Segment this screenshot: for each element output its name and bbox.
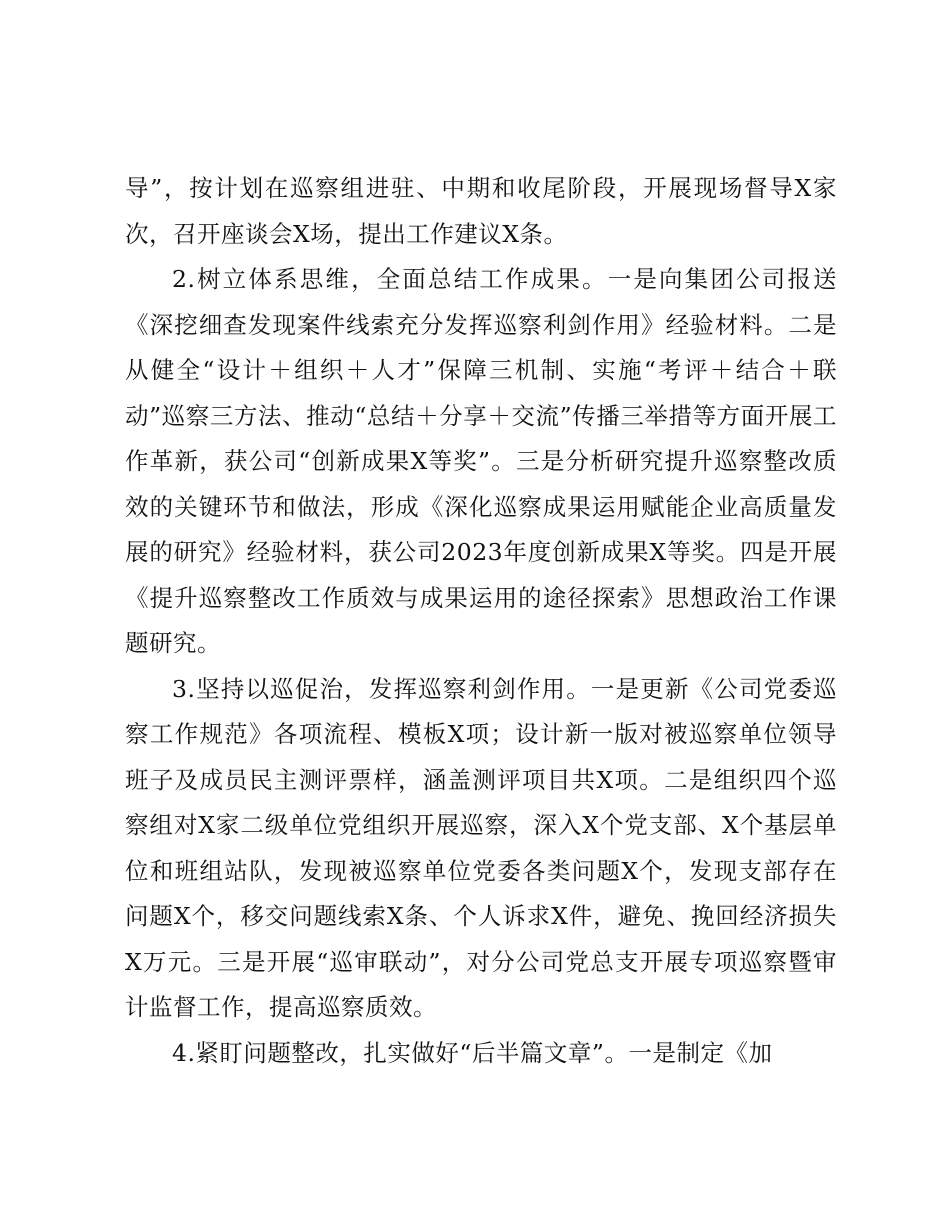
paragraph-item-2: 2.树立体系思维，全面总结工作成果。一是向集团公司报送《深挖细查发现案件线索充分发挥巡察利剑作用》经验材料。二是从健全“设计＋组织＋人才”保障三机制、实施“考评＋结合＋联动”巡察三方法、推动“总结＋分享＋交流”传播三举措等方面开展工作革新，获公司“创新成果X等奖”。三是分析研究提升巡察整改质效的关键环节和做法，形成《深化巡察成果运用赋能企业高质量发展的研究》经验材料，获公司2023年度创新成果X等奖。四是开展《提升巡察整改工作质效与成果运用的途径探索》思想政治工作课题研究。: [125, 265, 837, 657]
paragraph-item-3: 3.坚持以巡促治，发挥巡察利剑作用。一是更新《公司党委巡察工作规范》各项流程、模板X项；设计新一版对被巡察单位领导班子及成员民主测评票样，涵盖测评项目共X项。二是组织四个巡察组对X家二级单位党组织开展巡察，深入X个党支部、X个基层单位和班组站队，发现被巡察单位党委各类问题X个，发现支部存在问题X个，移交问题线索X条、个人诉求X件，避免、挽回经济损失X万元。三是开展“巡审联动”，对分公司党总支开展专项巡察暨审计监督工作，提高巡察质效。: [125, 674, 837, 1021]
document-body: [125, 166, 837, 1076]
paragraph-item-4: 4.紧盯问题整改，扎实做好“后半篇文章”。一是制定《加: [172, 1038, 773, 1067]
paragraph-continuation: 导”，按计划在巡察组进驻、中期和收尾阶段，开展现场督导X家次，召开座谈会X场，提出工作建议X条。: [125, 174, 837, 248]
